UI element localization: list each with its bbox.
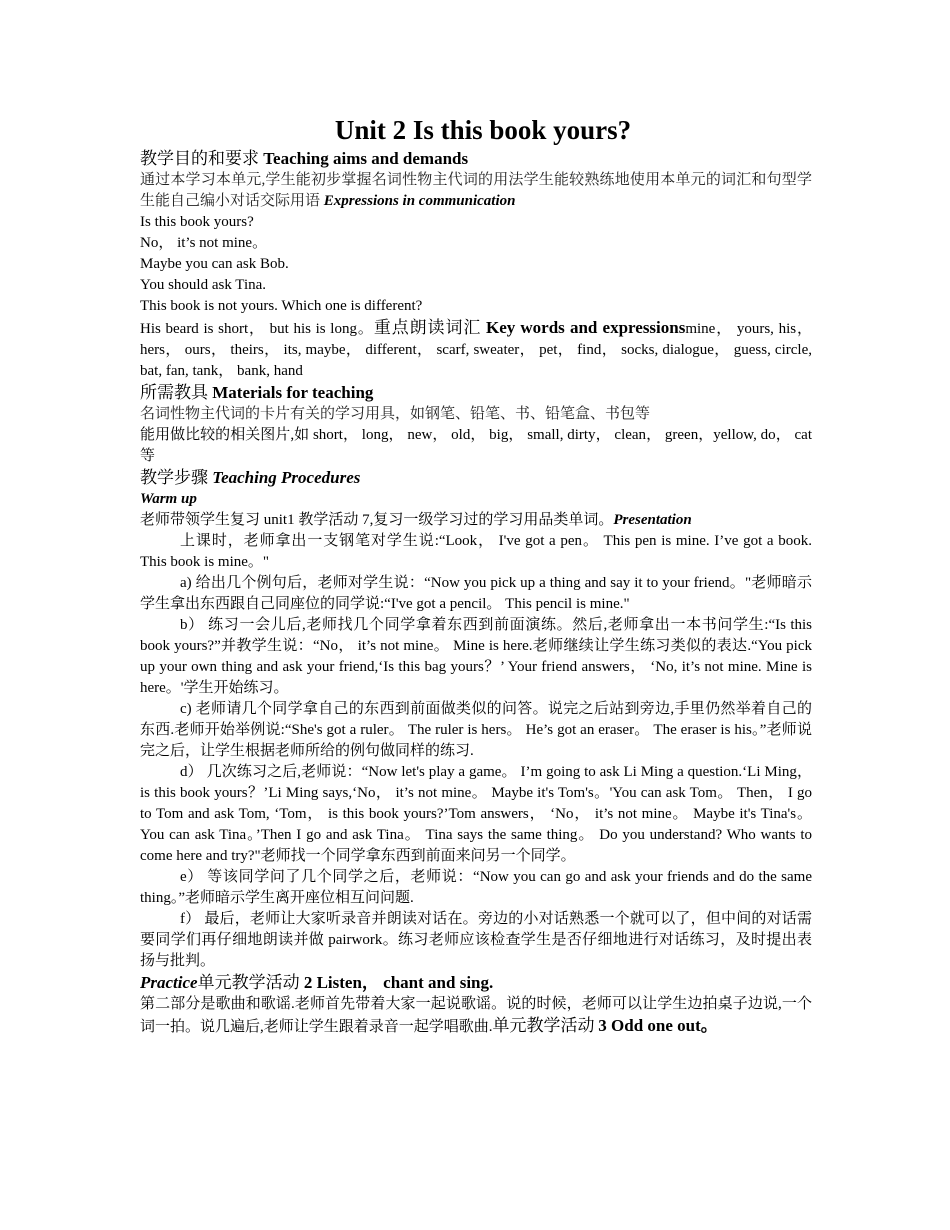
practice-heading xyxy=(140,972,812,994)
practice-heading-cn: 单元教学活动 xyxy=(197,973,300,992)
procedures-heading-cn: 教学步骤 xyxy=(140,468,208,487)
practice-body: 第二部分是歌曲和歌谣.老师首先带着大家一起说歌谣。说的时候，老师可以让学生边拍桌子边说,一个词一拍。说几遍后,老师让学生跟着录音一起学唱歌曲. xyxy=(140,996,812,1035)
expressions-label: Expressions in communication xyxy=(323,193,516,209)
warmup-paragraph xyxy=(140,510,812,531)
practice-heading-en: 2 Listen， chant and sing. xyxy=(303,973,494,992)
procedure-step-c: c) 老师请几个同学拿自己的东西到前面做类似的问答。说完之后站到旁边,手里仍然举着自己的东西.老师开始举例说:“She's got a ruler。 The ruler is hers。 He’s got an eraser。 The eraser is his。”老师说完之后，让学生根据老师所给的例句做同样的练习. xyxy=(140,701,812,759)
keywords-paragraph xyxy=(140,317,812,382)
materials-line-2: 能用做比较的相关图片,如 short， long， new， old， big， small, dirty， clean， green，yellow, do， cat 等 xyxy=(140,427,812,464)
materials-heading-en: Materials for teaching xyxy=(212,383,374,402)
aims-heading-cn: 教学目的和要求 xyxy=(140,149,259,168)
keywords-heading-cn: 重点朗读词汇 xyxy=(373,318,482,337)
materials-heading-cn: 所需教具 xyxy=(140,383,208,402)
practice-heading2-cn: 单元教学活动 xyxy=(492,1016,595,1035)
expression-line: This book is not yours. Which one is different? xyxy=(140,298,423,314)
practice-label: Practice xyxy=(140,973,198,992)
procedures-heading-en: Teaching Procedures xyxy=(212,468,361,487)
practice-paragraph xyxy=(140,994,812,1038)
page-title: Unit 2 Is this book yours? xyxy=(334,115,632,145)
materials-line-1: 名词性物主代词的卡片有关的学习用具，如钢笔、铅笔、书、铅笔盒、书包等 xyxy=(140,406,651,422)
keywords-lead: His beard is short， but his is long。 xyxy=(140,321,374,337)
keywords-list: mine， yours, his， hers， ours， theirs， its, maybe， different， scarf, sweater， pet， find， socks, dialogue， guess, circle, bat, fan, tank， bank, hand xyxy=(140,321,812,379)
procedure-step-f: f） 最后，老师让大家听录音并朗读对话在。旁边的小对话熟悉一个就可以了，但中间的对话需要同学们再仔细地朗读并做 pairwork。练习老师应该检查学生是否仔细地进行对话练习，及时提出表扬与批判。 xyxy=(140,911,812,969)
procedure-intro: 上课时，老师拿出一支钢笔对学生说:“Look， I've got a pen。 This pen is mine. I’ve got a book. This book is mine。" xyxy=(140,533,812,570)
practice-heading2-en: 3 Odd one out。 xyxy=(598,1016,718,1035)
presentation-label: Presentation xyxy=(613,512,692,528)
warmup-text: 老师带领学生复习 unit1 教学活动 7,复习一级学习过的学习用品类单词。 xyxy=(140,512,614,528)
expression-line: No， it’s not mine。 xyxy=(140,235,268,251)
document-page xyxy=(140,114,812,1038)
expression-line: You should ask Tina. xyxy=(140,277,267,293)
aims-heading xyxy=(140,148,812,170)
aims-paragraph xyxy=(140,170,812,212)
procedure-step-a: a) 给出几个例句后，老师对学生说：“Now you pick up a thing and say it to your friend。"老师暗示学生拿出东西跟自己同座位的同学说:“I've got a pencil。 This pencil is mine." xyxy=(140,575,812,612)
procedure-step-e: e） 等该同学问了几个同学之后，老师说：“Now you can go and ask your friends and do the same thing。”老师暗示学生离开座位相互问问题. xyxy=(140,869,812,906)
procedures-heading xyxy=(140,467,812,489)
expression-line: Is this book yours? xyxy=(140,214,254,230)
keywords-heading-en: Key words and expressions xyxy=(485,318,686,337)
procedure-step-d: d） 几次练习之后,老师说：“Now let's play a game。 I’m going to ask Li Ming a question.‘Li Ming， is this book yours？’Li Ming says,‘No， it’s not mine。 Maybe it's Tom's。'You can ask Tom。 Then， I go to Tom and ask Tom, ‘Tom， is this book yours?’Tom answers， ‘No， it’s not mine。 Maybe it's Tina's。 You can ask Tina。’Then I go and ask Tina。 Tina says the same thing。 Do you understand? Who wants to come here and try?"老师找一个同学拿东西到前面来问另一个同学。 xyxy=(140,764,812,864)
warmup-label: Warm up xyxy=(140,491,197,507)
aims-body: 通过本学习本单元,学生能初步掌握名词性物主代词的用法学生能较熟练地使用本单元的词汇和句型学生能自己编小对话交际用语 xyxy=(140,172,812,209)
procedure-step-b: b） 练习一会儿后,老师找几个同学拿着东西到前面演练。然后,老师拿出一本书问学生:“Is this book yours?”并教学生说：“No， it’s not mine。 Mine is here.老师继续让学生练习类似的表达.“You pick up your own thing and ask your friend,‘Is this bag yours？’ Your friend answers， ‘No, it’s not mine. Mine is here。'学生开始练习。 xyxy=(140,617,812,696)
expression-line: Maybe you can ask Bob. xyxy=(140,256,289,272)
aims-heading-en: Teaching aims and demands xyxy=(263,149,469,168)
materials-heading xyxy=(140,382,812,404)
